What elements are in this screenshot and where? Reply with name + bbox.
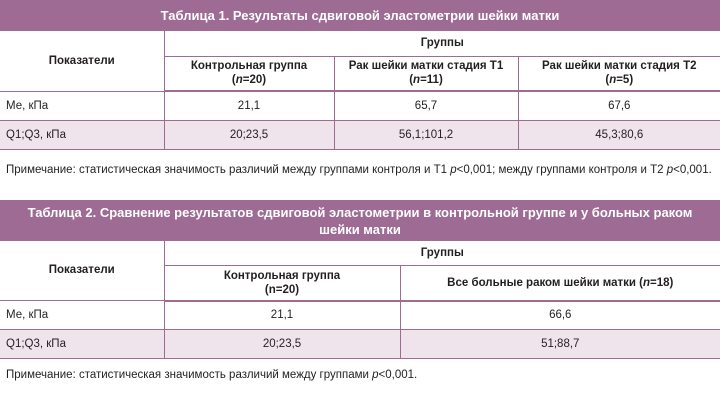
table2-indicator-header: Показатели	[0, 241, 164, 301]
cell-value: 20;23,5	[164, 330, 400, 359]
table2-title-text: Таблица 2. Сравнение результатов сдвиговой эластометрии в контрольной группе и у больных раком шейки матки	[27, 204, 693, 237]
table1-col-t1: Рак шейки матки стадия Т1 (n=11)	[334, 56, 518, 91]
cell-value: 56,1;101,2	[334, 120, 518, 149]
table2-title	[0, 200, 720, 241]
table2-col-all-patients: Все больные раком шейки матки (n=18)	[400, 266, 720, 301]
cell-value: 51;88,7	[400, 330, 720, 359]
table1-note: Примечание: статистическая значимость различий между группами контроля и Т1 p<0,001; между группами контроля и Т2 p<0,001.	[6, 163, 712, 176]
row-label: Q1;Q3, кПа	[0, 330, 164, 359]
cell-value: 67,6	[518, 91, 720, 120]
cell-value: 21,1	[164, 301, 400, 330]
cell-value: 66,6	[400, 301, 720, 330]
table1-col-control: Контрольная группа (n=20)	[164, 56, 334, 91]
table1-title	[0, 0, 720, 31]
table1	[0, 31, 720, 150]
table1-groups-header: Группы	[164, 31, 720, 56]
row-label: Ме, кПа	[0, 301, 164, 330]
row-label: Q1;Q3, кПа	[0, 120, 164, 149]
cell-value: 45,3;80,6	[518, 120, 720, 149]
table2-note: Примечание: статистическая значимость различий между группами p<0,001.	[6, 369, 418, 381]
table2	[0, 241, 720, 360]
table-row	[0, 301, 720, 330]
table1-title-text: Таблица 1. Результаты сдвиговой эластометрии шейки матки	[160, 8, 560, 23]
table-row	[0, 91, 720, 120]
table-row	[0, 120, 720, 149]
cell-value: 65,7	[334, 91, 518, 120]
table1-indicator-header: Показатели	[0, 31, 164, 91]
table1-col-t2: Рак шейки матки стадия Т2 (n=5)	[518, 56, 720, 91]
table-row	[0, 330, 720, 359]
row-label: Ме, кПа	[0, 91, 164, 120]
table2-col-control: Контрольная группа (n=20)	[164, 266, 400, 301]
cell-value: 21,1	[164, 91, 334, 120]
cell-value: 20;23,5	[164, 120, 334, 149]
table2-groups-header: Группы	[164, 241, 720, 266]
